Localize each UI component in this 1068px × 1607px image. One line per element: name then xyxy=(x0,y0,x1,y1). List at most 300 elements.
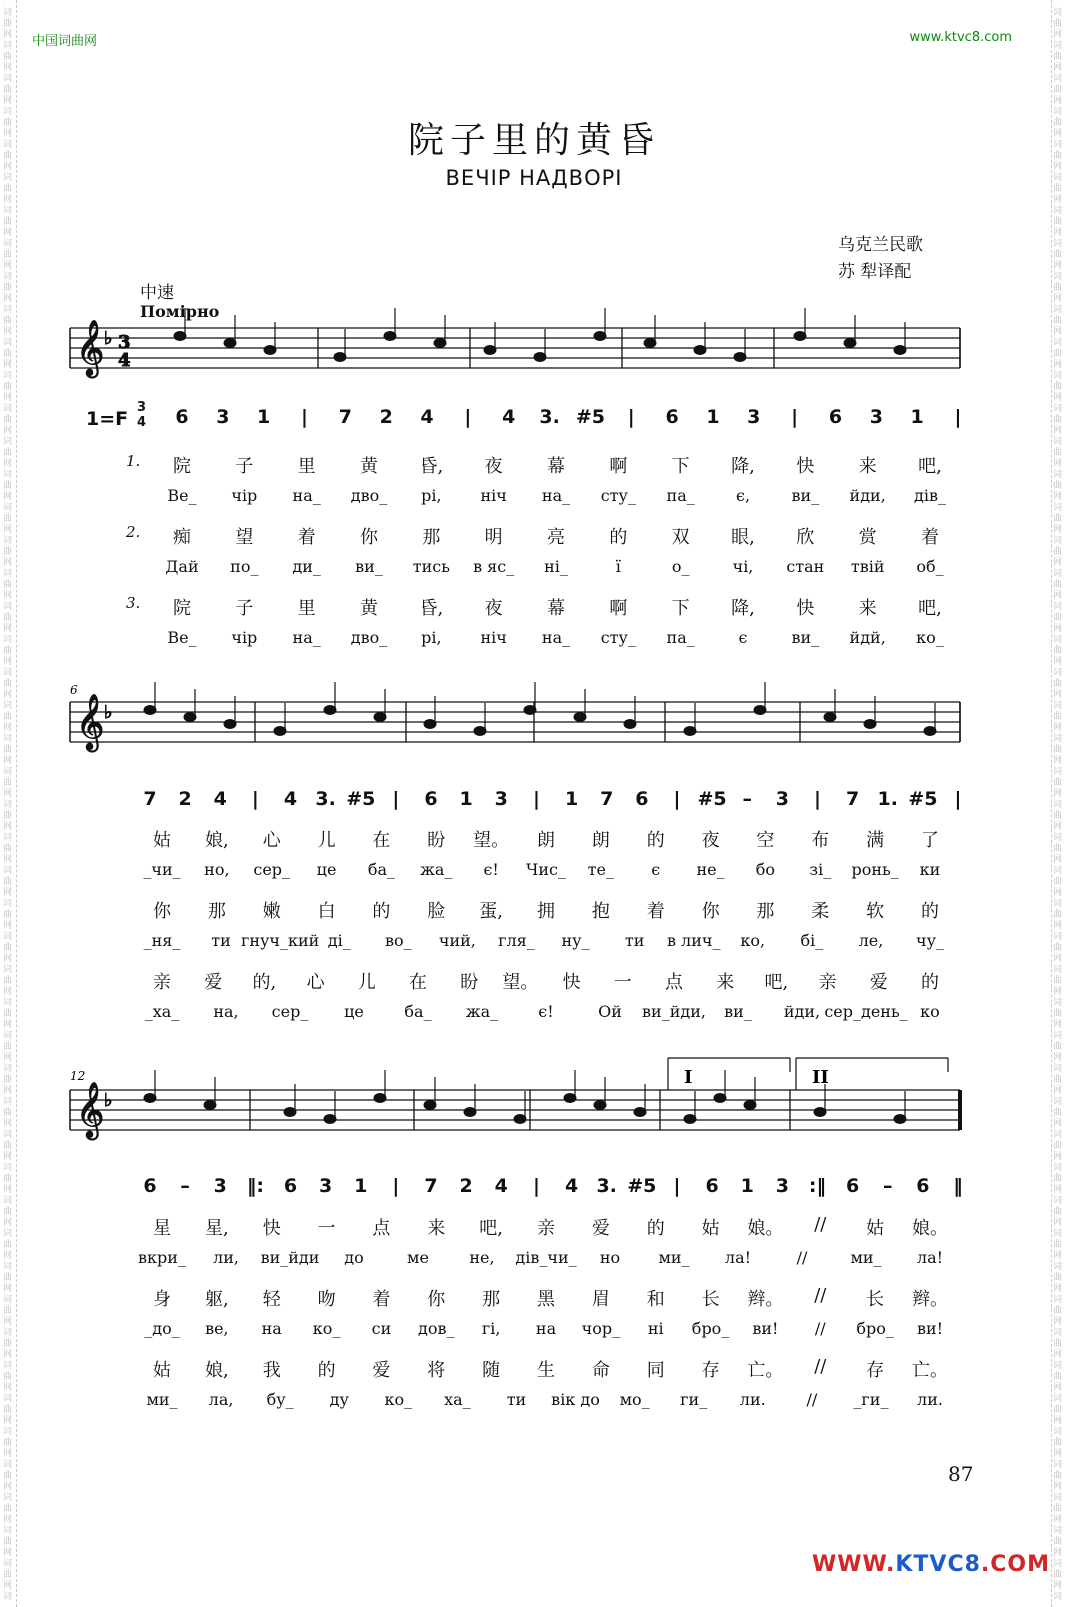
note-number: #5 xyxy=(908,788,938,810)
watermark-char: 词 xyxy=(1053,734,1063,744)
watermark-char: 网 xyxy=(1053,1581,1063,1591)
lyric-syllable: 望。 xyxy=(502,972,539,993)
lyric-syllable: 的 xyxy=(609,527,628,548)
watermark-char: 曲 xyxy=(3,217,13,227)
watermark-char: 网 xyxy=(1053,987,1063,997)
watermark-char: 曲 xyxy=(1053,481,1063,491)
watermark-char: 网 xyxy=(3,1416,13,1426)
lyric-syllable: дів_чи_ xyxy=(515,1248,577,1267)
note-head xyxy=(924,727,936,736)
lyric-syllable: 下 xyxy=(671,456,690,477)
watermark-char: 网 xyxy=(3,393,13,403)
lyric-syllable: ко_ xyxy=(916,628,944,647)
watermark-char: 词 xyxy=(3,140,13,150)
lyric-syllable: 那 xyxy=(482,1289,501,1310)
watermark-char: 词 xyxy=(1053,8,1063,18)
lyric-syllable: Чис_ xyxy=(526,860,566,879)
lyric-syllable: 亲 xyxy=(818,972,837,993)
watermark-char: 网 xyxy=(3,723,13,733)
note-number: 6 xyxy=(705,1175,719,1197)
lyric-syllable: ла! xyxy=(724,1248,752,1267)
lyric-syllable: ми_ xyxy=(658,1248,690,1267)
watermark-char: 曲 xyxy=(3,1471,13,1481)
watermark-char: 网 xyxy=(3,558,13,568)
note-head xyxy=(324,1115,336,1124)
watermark-char: 词 xyxy=(3,338,13,348)
lyric-syllable: ба_ xyxy=(367,860,396,879)
watermark-char: 词 xyxy=(1053,41,1063,51)
lyric-syllable: 那 xyxy=(207,901,226,922)
note-head xyxy=(424,720,436,729)
note-number: 3 xyxy=(869,406,883,428)
watermark-char: 词 xyxy=(3,305,13,315)
lyric-syllable: на xyxy=(261,1319,282,1338)
lyric-syllable: 着 xyxy=(372,1289,391,1310)
watermark-char: 网 xyxy=(3,1449,13,1459)
lyric-syllable: твій xyxy=(850,557,885,576)
lyric-syllable: 幕 xyxy=(547,598,565,619)
watermark-char: 曲 xyxy=(3,1009,13,1019)
watermark-char: 词 xyxy=(1053,602,1063,612)
lyric-syllable: ве, xyxy=(205,1319,229,1338)
watermark-char: 曲 xyxy=(1053,1471,1063,1481)
watermark-char: 网 xyxy=(3,1548,13,1558)
key-signature: 1=F xyxy=(86,408,129,430)
watermark-char: 曲 xyxy=(1053,184,1063,194)
note-number: 6 xyxy=(635,788,649,810)
watermark-char: 曲 xyxy=(3,1141,13,1151)
lyric-syllable: бо xyxy=(755,860,776,879)
barline: | xyxy=(673,788,681,810)
lyric-syllable: 来 xyxy=(858,456,877,477)
lyric-syllable: 爱 xyxy=(372,1360,391,1381)
watermark-char: 网 xyxy=(3,228,13,238)
lyric-syllable: 辫。 xyxy=(912,1289,948,1310)
watermark-char: 词 xyxy=(3,1031,13,1041)
barline: | xyxy=(251,788,259,810)
note-number: 4 xyxy=(494,1175,508,1197)
lyric-syllable: 星, xyxy=(204,1218,229,1239)
watermark-char: 词 xyxy=(3,998,13,1008)
site-name-header[interactable]: 中国词曲网 xyxy=(32,34,98,49)
lyric-syllable: ду xyxy=(329,1390,349,1409)
watermark-char: 曲 xyxy=(1053,415,1063,425)
watermark-char: 曲 xyxy=(1053,1537,1063,1547)
note-head xyxy=(224,720,236,729)
watermark-char: 词 xyxy=(3,1097,13,1107)
lyric-syllable: 赏 xyxy=(858,527,877,548)
watermark-char: 曲 xyxy=(1053,448,1063,458)
watermark-char: 曲 xyxy=(3,1273,13,1283)
lyric-syllable: 满 xyxy=(866,830,885,851)
note-number: 6 xyxy=(143,1175,157,1197)
note-head xyxy=(644,339,656,348)
watermark-char: 词 xyxy=(3,8,13,18)
watermark-char: 曲 xyxy=(1053,1504,1063,1514)
lyric-syllable: // xyxy=(814,1285,827,1306)
footer-logo[interactable] xyxy=(812,1552,1050,1577)
treble-clef-icon: 𝄞 xyxy=(76,694,105,750)
lyric-syllable: _до_ xyxy=(144,1319,180,1338)
watermark-char: 词 xyxy=(1053,1031,1063,1041)
note-number: – xyxy=(180,1175,190,1197)
lyric-syllable: 轻 xyxy=(262,1289,281,1310)
watermark-char: 曲 xyxy=(3,1042,13,1052)
lyric-syllable: ми_ xyxy=(146,1390,178,1409)
lyric-syllable: 长 xyxy=(866,1289,885,1310)
watermark-char: 网 xyxy=(1053,195,1063,205)
note-head xyxy=(894,346,906,355)
watermark-char: 曲 xyxy=(1053,1009,1063,1019)
watermark-char: 网 xyxy=(3,492,13,502)
lyric-syllable: 眼, xyxy=(731,527,755,548)
staff-time-signature: 4 xyxy=(118,350,131,371)
lyric-syllable: ніч xyxy=(480,486,507,505)
note-number: 1 xyxy=(459,788,473,810)
note-head xyxy=(794,332,806,341)
watermark-char: 曲 xyxy=(3,448,13,458)
note-number: #5 xyxy=(627,1175,657,1197)
lyric-syllable: ви_йди xyxy=(260,1248,320,1267)
note-number: 3 xyxy=(747,406,761,428)
lyric-syllable: ви! xyxy=(916,1319,944,1338)
lyric-syllable: 吧, xyxy=(918,598,942,619)
watermark-char: 网 xyxy=(3,657,13,667)
note-number: 4 xyxy=(502,406,516,428)
lyric-syllable: 在 xyxy=(409,972,427,993)
lyric-syllable: 存 xyxy=(866,1360,885,1381)
watermark-char: 词 xyxy=(3,1460,13,1470)
barline: | xyxy=(813,788,821,810)
watermark-char: 曲 xyxy=(1053,1042,1063,1052)
watermark-char: 网 xyxy=(3,921,13,931)
watermark-char: 词 xyxy=(1053,74,1063,84)
watermark-char: 网 xyxy=(3,1482,13,1492)
watermark-char: 网 xyxy=(1053,1020,1063,1030)
lyric-syllable: ні_ xyxy=(544,557,568,576)
watermark-char: 曲 xyxy=(1053,646,1063,656)
lyric-syllable: 快 xyxy=(796,456,815,477)
lyric-syllable: є xyxy=(738,628,748,647)
watermark-char: 词 xyxy=(3,1427,13,1437)
watermark-char: 网 xyxy=(3,1152,13,1162)
note-head xyxy=(434,339,446,348)
note-head xyxy=(384,332,396,341)
footer-logo-part: KTVC8 xyxy=(895,1552,981,1577)
lyric-syllable: є! xyxy=(538,1002,554,1021)
song-subtitle: ВЕЧІР НАДВОРІ xyxy=(445,166,623,190)
watermark-char: 网 xyxy=(3,987,13,997)
note-number: 3 xyxy=(213,1175,227,1197)
watermark-char: 词 xyxy=(1053,536,1063,546)
lyric-syllable: гля_ xyxy=(498,931,535,950)
lyric-syllable: 姑 xyxy=(153,830,171,851)
watermark-char: 词 xyxy=(3,536,13,546)
watermark-char: 网 xyxy=(3,1251,13,1261)
watermark-char: 曲 xyxy=(1053,1075,1063,1085)
watermark-char: 曲 xyxy=(1053,19,1063,29)
note-number: 1 xyxy=(564,788,579,810)
barline: | xyxy=(791,406,799,428)
lyric-syllable: ко_ xyxy=(312,1319,341,1338)
watermark-char: 词 xyxy=(3,701,13,711)
watermark-char: 网 xyxy=(3,789,13,799)
watermark-char: 曲 xyxy=(3,943,13,953)
lyric-syllable: 的 xyxy=(921,901,939,922)
note-head xyxy=(374,713,386,722)
watermark-char: 网 xyxy=(1053,1284,1063,1294)
note-head xyxy=(264,346,276,355)
lyric-syllable: 院 xyxy=(173,598,191,619)
watermark-char: 曲 xyxy=(1053,217,1063,227)
watermark-char: 词 xyxy=(1053,1394,1063,1404)
lyric-syllable: _ха_ xyxy=(144,1002,180,1021)
lyric-syllable: Ве_ xyxy=(167,628,197,647)
lyric-syllable: 夜 xyxy=(484,598,503,619)
lyric-syllable: 娘。 xyxy=(747,1218,784,1239)
lyric-syllable: ле, xyxy=(858,931,884,950)
lyric-line xyxy=(0,1248,1068,1288)
watermark-char: 曲 xyxy=(1053,679,1063,689)
watermark-char: 曲 xyxy=(1053,943,1063,953)
site-url-header[interactable]: www.ktvc8.com xyxy=(909,30,1012,45)
lyric-syllable: 昏, xyxy=(419,456,444,477)
lyric-syllable: 吧, xyxy=(764,972,789,993)
lyric-syllable: 着 xyxy=(921,527,939,548)
lyric-syllable: 啊 xyxy=(609,456,628,477)
lyric-syllable: ви_ xyxy=(791,486,820,505)
lyric-syllable: 爱 xyxy=(591,1218,610,1239)
note-head xyxy=(534,353,546,362)
barline: | xyxy=(532,788,540,810)
watermark-char: 曲 xyxy=(3,910,13,920)
watermark-char: 曲 xyxy=(1053,514,1063,524)
watermark-char: 曲 xyxy=(3,184,13,194)
watermark-char: 网 xyxy=(1053,756,1063,766)
note-head xyxy=(464,1108,476,1117)
watermark-char: 网 xyxy=(1053,162,1063,172)
watermark-char: 网 xyxy=(3,1317,13,1327)
note-head xyxy=(684,727,696,736)
note-number: 4 xyxy=(420,406,434,428)
note-head xyxy=(634,1108,646,1117)
lyric-syllable: 脸 xyxy=(427,901,446,922)
lyric-syllable: 夜 xyxy=(701,830,720,851)
lyric-syllable: 那 xyxy=(756,901,775,922)
note-number: 7 xyxy=(338,406,352,428)
watermark-char: 网 xyxy=(3,162,13,172)
lyric-syllable: 抱 xyxy=(591,901,610,922)
lyric-syllable: 爱 xyxy=(869,972,888,993)
lyric-syllable: бро_ xyxy=(856,1319,894,1338)
lyric-syllable: 快 xyxy=(262,1218,281,1239)
lyric-syllable: 随 xyxy=(482,1360,501,1381)
watermark-char: 网 xyxy=(1053,690,1063,700)
lyric-syllable: 身 xyxy=(153,1289,171,1310)
lyric-syllable: 我 xyxy=(262,1360,281,1381)
lyric-syllable: 和 xyxy=(646,1289,665,1310)
note-number: 3 xyxy=(216,406,230,428)
note-number: 3. xyxy=(539,406,560,428)
watermark-char: 曲 xyxy=(1053,745,1063,755)
lyric-syllable: 幕 xyxy=(547,456,565,477)
watermark-char: 曲 xyxy=(3,85,13,95)
watermark-char: 网 xyxy=(3,426,13,436)
lyric-syllable: жа_ xyxy=(420,860,453,879)
barline: ‖ xyxy=(953,1175,963,1197)
watermark-char: 网 xyxy=(3,1086,13,1096)
watermark-char: 曲 xyxy=(3,349,13,359)
watermark-char: 词 xyxy=(3,932,13,942)
lyric-syllable: 点 xyxy=(372,1218,391,1239)
watermark-char: 网 xyxy=(1053,492,1063,502)
watermark-char: 网 xyxy=(3,855,13,865)
numbered-notation-row xyxy=(0,1175,1068,1215)
watermark-char: 曲 xyxy=(3,1240,13,1250)
note-head xyxy=(594,332,606,341)
lyric-syllable: 亮 xyxy=(547,527,565,548)
lyric-syllable: на, xyxy=(213,1002,239,1021)
lyric-syllable: 望。 xyxy=(473,830,510,851)
lyric-syllable: па_ xyxy=(666,486,695,505)
lyric-syllable: 长 xyxy=(701,1289,720,1310)
lyric-syllable: ти xyxy=(624,931,645,950)
lyric-syllable: ги_ xyxy=(680,1390,708,1409)
watermark-char: 词 xyxy=(1053,239,1063,249)
watermark-char: 曲 xyxy=(3,382,13,392)
note-head xyxy=(474,727,486,736)
flat-key-icon: ♭ xyxy=(104,1090,113,1111)
lyric-syllable: сту_ xyxy=(600,486,636,505)
lyric-syllable: 的 xyxy=(646,1218,665,1239)
lyric-syllable: ха_ xyxy=(444,1390,471,1409)
watermark-char: 词 xyxy=(3,1328,13,1338)
lyric-syllable: 痴 xyxy=(173,527,191,548)
note-head xyxy=(594,1101,606,1110)
lyric-syllable: жа_ xyxy=(465,1002,499,1021)
watermark-char: 词 xyxy=(1053,1427,1063,1437)
lyric-syllable: 朗 xyxy=(591,830,610,851)
watermark-char: 词 xyxy=(3,734,13,744)
watermark-char: 网 xyxy=(1053,1152,1063,1162)
barline: | xyxy=(532,1175,540,1197)
note-number: 2 xyxy=(459,1175,473,1197)
watermark-char: 词 xyxy=(3,503,13,513)
watermark-char: 曲 xyxy=(3,712,13,722)
watermark-char: 词 xyxy=(1053,635,1063,645)
watermark-char: 曲 xyxy=(3,415,13,425)
lyric-syllable: сту_ xyxy=(600,628,636,647)
lyric-syllable: 躯, xyxy=(204,1289,229,1310)
lyric-syllable: до xyxy=(344,1248,364,1267)
watermark-char: 曲 xyxy=(1053,1240,1063,1250)
lyric-syllable: 你 xyxy=(360,527,378,548)
watermark-char: 曲 xyxy=(1053,250,1063,260)
lyric-syllable: на_ xyxy=(541,486,571,505)
note-head xyxy=(694,346,706,355)
watermark-char: 曲 xyxy=(3,877,13,887)
treble-clef-icon: 𝄞 xyxy=(76,1082,105,1138)
note-number: 7 xyxy=(845,788,860,810)
watermark-char: 网 xyxy=(1053,96,1063,106)
watermark-char: 曲 xyxy=(1053,316,1063,326)
note-head xyxy=(274,727,286,736)
lyric-syllable: 生 xyxy=(537,1360,555,1381)
volta-second-label: II xyxy=(812,1067,829,1088)
watermark-char: 曲 xyxy=(3,976,13,986)
lyric-syllable: 你 xyxy=(153,901,171,922)
lyric-syllable: 院 xyxy=(173,456,191,477)
watermark-char: 网 xyxy=(1053,855,1063,865)
watermark-char: 曲 xyxy=(3,151,13,161)
note-head xyxy=(484,346,496,355)
page-number: 87 xyxy=(948,1462,974,1486)
lyric-syllable: 娘, xyxy=(204,1360,229,1381)
note-number: 1 xyxy=(910,406,924,428)
watermark-char: 词 xyxy=(3,1196,13,1206)
watermark-char: 网 xyxy=(1053,1416,1063,1426)
watermark-char: 词 xyxy=(1053,470,1063,480)
watermark-char: 网 xyxy=(3,1053,13,1063)
watermark-char: 曲 xyxy=(3,613,13,623)
lyric-syllable: рі, xyxy=(421,628,442,647)
watermark-char: 词 xyxy=(3,1526,13,1536)
watermark-char: 曲 xyxy=(1053,811,1063,821)
watermark-char: 曲 xyxy=(1053,1174,1063,1184)
lyric-syllable: 布 xyxy=(811,830,830,851)
lyric-syllable: 的 xyxy=(921,972,939,993)
watermark-char: 词 xyxy=(1053,272,1063,282)
watermark-char: 词 xyxy=(1053,701,1063,711)
lyric-syllable: вік до xyxy=(551,1390,600,1409)
watermark-char: 网 xyxy=(1053,888,1063,898)
watermark-char: 词 xyxy=(3,74,13,84)
barline: ‖: xyxy=(246,1175,264,1197)
lyric-syllable: _ня_ xyxy=(143,931,181,950)
watermark-char: 曲 xyxy=(3,19,13,29)
lyric-syllable: ронь_ xyxy=(851,860,899,879)
time-signature-bottom: 4 xyxy=(137,415,147,430)
watermark-char: 网 xyxy=(1053,393,1063,403)
watermark-char: 曲 xyxy=(1053,118,1063,128)
watermark-char: 网 xyxy=(3,327,13,337)
lyric-syllable: в лич_ xyxy=(666,931,721,950)
watermark-char: 网 xyxy=(3,756,13,766)
lyric-syllable: 姑 xyxy=(153,1360,171,1381)
watermark-char: 曲 xyxy=(3,679,13,689)
watermark-char: 曲 xyxy=(3,283,13,293)
watermark-char: 曲 xyxy=(1053,85,1063,95)
lyric-syllable: // xyxy=(814,1214,827,1235)
lyric-syllable: сер_день_ xyxy=(824,1002,908,1021)
lyric-syllable: 星 xyxy=(153,1218,171,1239)
lyric-syllable: ді_ xyxy=(327,931,351,950)
note-head xyxy=(894,1115,906,1124)
lyric-syllable: дів_ xyxy=(914,486,946,505)
note-number: 6 xyxy=(845,1175,860,1197)
note-head xyxy=(754,706,766,715)
watermark-char: 网 xyxy=(3,96,13,106)
watermark-char: 网 xyxy=(1053,591,1063,601)
lyric-line xyxy=(0,1002,1068,1042)
watermark-char: 词 xyxy=(1053,1460,1063,1470)
watermark-char: 网 xyxy=(1053,954,1063,964)
note-number: 1 xyxy=(740,1175,754,1197)
lyric-syllable: о_ xyxy=(671,557,690,576)
note-number: 7 xyxy=(600,788,614,810)
lyric-syllable: 点 xyxy=(665,972,683,993)
watermark-char: 网 xyxy=(3,1581,13,1591)
